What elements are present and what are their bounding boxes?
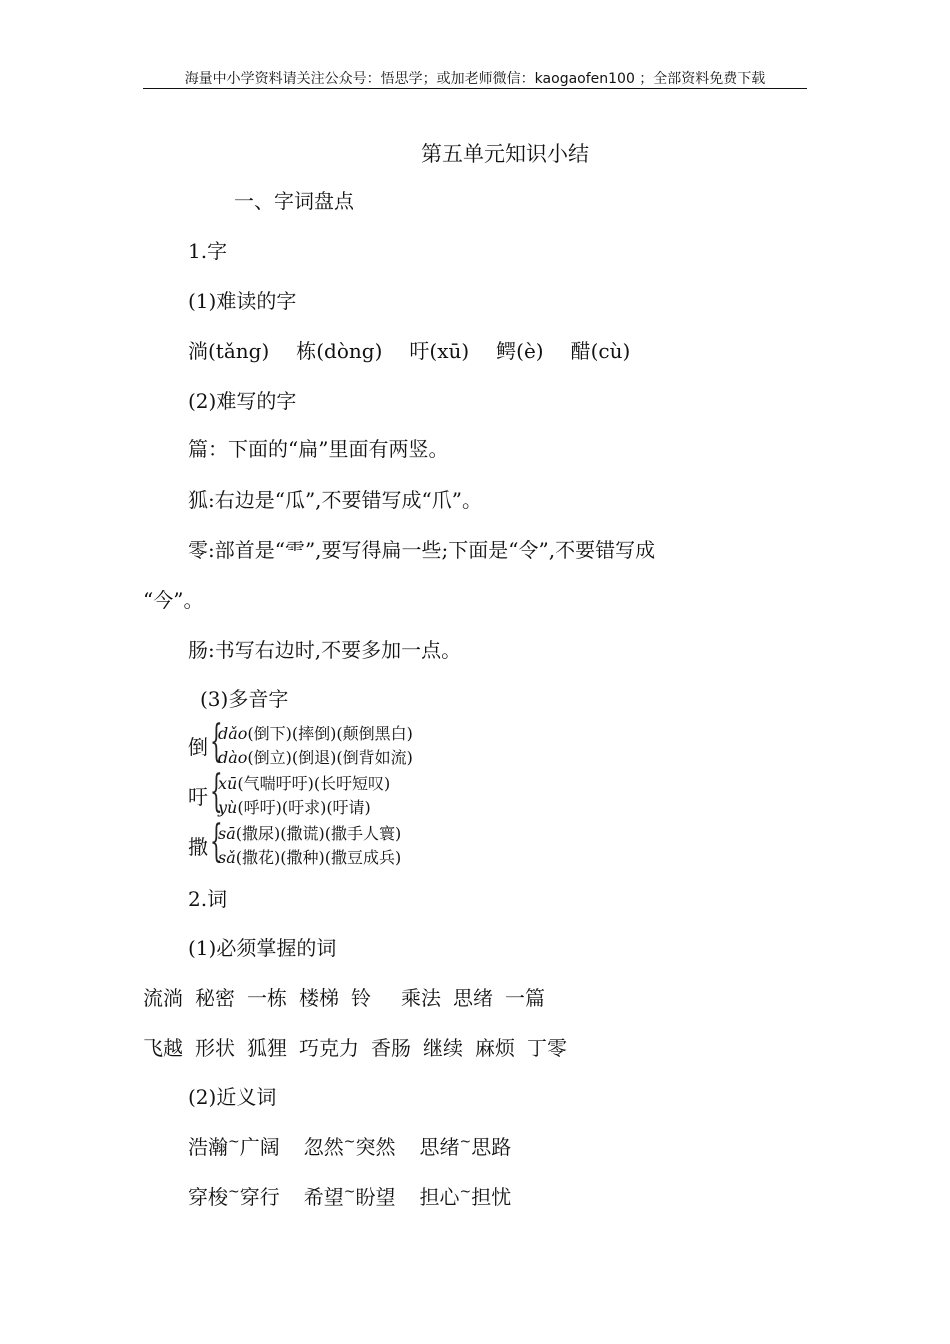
- synonym-word: 穿梭: [188, 1185, 228, 1209]
- synonym-word: 浩瀚: [188, 1135, 228, 1159]
- hard-write-item: 零:部首是“⻗”,要写得扁一些;下面是“令”,不要错写成: [188, 538, 656, 562]
- synonym-word: 担心: [419, 1185, 460, 1209]
- hard-write-heading: (2)难写的字: [188, 389, 297, 413]
- word: 形状: [195, 1036, 235, 1060]
- page-header: 海量中小学资料请关注公众号：悟思学；或加老师微信：kaogaofen100 ；全部资料免费下载: [184, 71, 766, 87]
- polyphone-reading: dào(倒立)(倒退)(倒背如流): [218, 748, 413, 767]
- hard-read-item: 鳄(è): [496, 339, 544, 363]
- word-list: [143, 1035, 567, 1061]
- word: 丁零: [527, 1036, 567, 1060]
- hard-write-item: 篇：下面的“扁”里面有两竖。: [188, 437, 449, 461]
- polyphone-reading: sā(撒尿)(撒谎)(撒手人寰): [218, 824, 402, 843]
- polyphone-reading: sǎ(撒花)(撒种)(撒豆成兵): [218, 848, 402, 867]
- word: 流淌: [143, 986, 183, 1010]
- word: 思绪: [453, 986, 493, 1010]
- polyphone-char: 倒: [188, 735, 208, 759]
- synonym-word: 思路: [471, 1135, 512, 1159]
- word: 狐狸: [247, 1036, 287, 1060]
- word: 铃: [351, 986, 371, 1010]
- polyphone-heading: (3)多音字: [200, 687, 289, 711]
- word: 继续: [423, 1036, 463, 1060]
- hard-write-item: “今”。: [143, 588, 204, 612]
- synonym-word: 思绪: [419, 1135, 460, 1159]
- hard-read-list: [188, 338, 630, 364]
- brace-icon: {: [210, 816, 223, 867]
- hard-read-item: 栋(dòng): [296, 339, 383, 363]
- brace-icon: {: [210, 716, 223, 767]
- word: 乘法: [401, 986, 441, 1010]
- word: 巧克力: [299, 1036, 359, 1060]
- synonym-word: 广阔: [239, 1135, 280, 1159]
- polyphone-reading: yù(呼吁)(吁求)(吁请): [218, 798, 371, 817]
- word: 一栋: [247, 986, 287, 1010]
- hard-read-heading: (1)难读的字: [188, 289, 297, 313]
- must-heading: (1)必须掌握的词: [188, 936, 337, 960]
- word: 香肠: [371, 1036, 411, 1060]
- synonym-word: 忽然: [303, 1135, 344, 1159]
- word: 一篇: [505, 986, 545, 1010]
- synonym-word: 希望: [303, 1185, 344, 1209]
- word: 楼梯: [299, 986, 339, 1010]
- section-heading: 一、字词盘点: [234, 189, 354, 213]
- synonym-word: 穿行: [239, 1185, 280, 1209]
- hard-read-item: 淌(tǎng): [188, 339, 270, 363]
- zi-heading: 1.字: [188, 239, 228, 263]
- polyphone-reading: dǎo(倒下)(摔倒)(颠倒黑白): [218, 724, 413, 743]
- header-divider: [143, 88, 807, 89]
- ci-heading: 2.词: [188, 887, 228, 911]
- synonym-heading: (2)近义词: [188, 1085, 277, 1109]
- hard-read-item: 吁(xū): [409, 339, 470, 363]
- word: 秘密: [195, 986, 235, 1010]
- word: 麻烦: [475, 1036, 515, 1060]
- brace-icon: {: [210, 766, 223, 817]
- synonym-list: 穿梭~穿行 希望~盼望 担心~担忧: [188, 1184, 512, 1209]
- hard-write-item: 肠:书写右边时,不要多加一点。: [188, 638, 462, 662]
- hard-write-item: 狐:右边是“瓜”,不要错写成“爪”。: [188, 488, 482, 512]
- synonym-word: 担忧: [471, 1185, 512, 1209]
- word: 飞越: [143, 1036, 183, 1060]
- synonym-word: 突然: [355, 1135, 396, 1159]
- word-list: [143, 985, 545, 1011]
- hard-read-item: 醋(cù): [570, 339, 631, 363]
- polyphone-reading: xū(气喘吁吁)(长吁短叹): [218, 774, 391, 793]
- synonym-word: 盼望: [355, 1185, 396, 1209]
- page-title: 第五单元知识小结: [421, 142, 589, 166]
- polyphone-char: 撒: [188, 835, 208, 859]
- polyphone-char: 吁: [188, 785, 208, 809]
- synonym-list: 浩瀚~广阔 忽然~突然 思绪~思路: [188, 1134, 512, 1159]
